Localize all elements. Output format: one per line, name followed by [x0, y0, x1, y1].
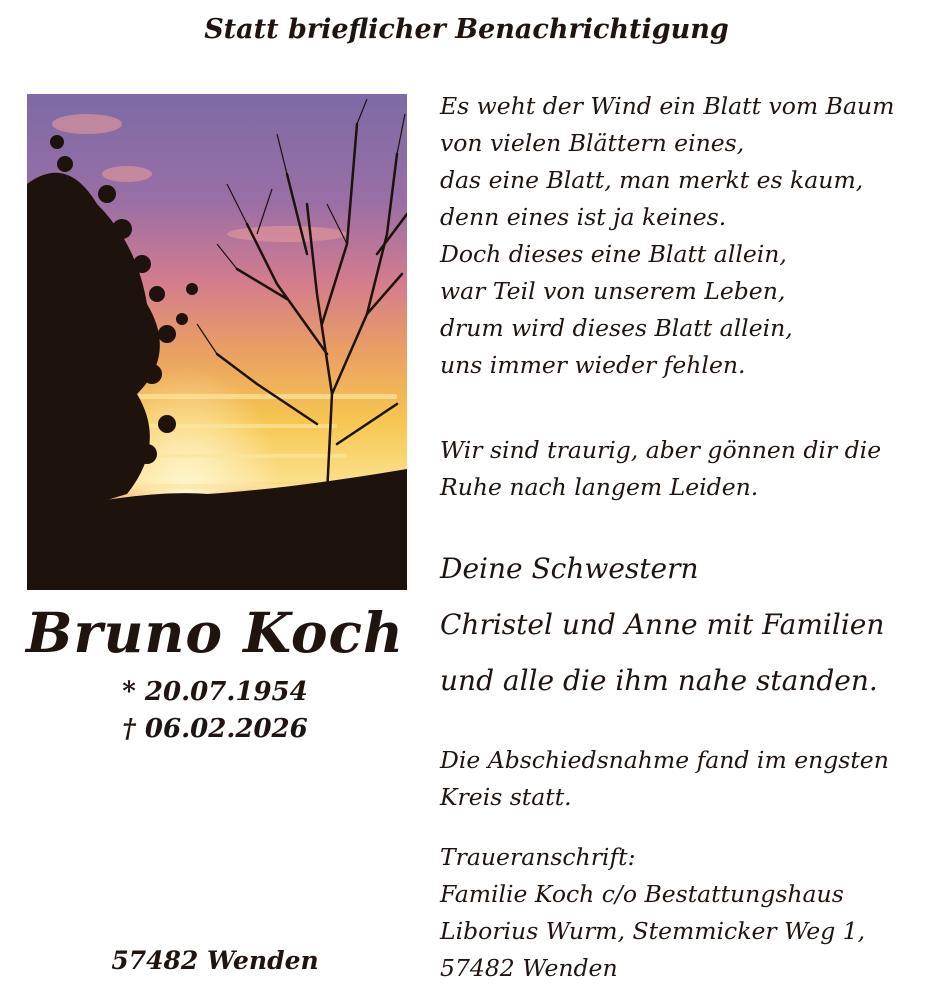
memorial-photo	[27, 94, 407, 590]
mourner-line: Christel und Anne mit Familien	[440, 608, 885, 641]
sunset-image	[27, 94, 407, 590]
poem-line: Es weht der Wind ein Blatt vom Baum	[440, 92, 895, 120]
death-date: † 06.02.2026	[122, 714, 308, 744]
text-line: Die Abschiedsnahme fand im engsten	[440, 746, 889, 774]
address-line: Familie Koch c/o Bestattungshaus	[440, 880, 844, 908]
text-line: Kreis statt.	[440, 783, 572, 811]
deceased-name: Bruno Koch	[25, 600, 405, 665]
life-dates	[20, 674, 410, 748]
text-line: Wir sind traurig, aber gönnen dir die	[440, 436, 882, 464]
mourners	[440, 541, 884, 709]
mourner-line: Deine Schwestern	[440, 552, 699, 585]
poem-line: denn eines ist ja keines.	[440, 203, 727, 231]
poem-line: von vielen Blättern eines,	[440, 129, 745, 157]
poem-line: drum wird dieses Blatt allein,	[440, 314, 793, 342]
deceased-city: 57482 Wenden	[111, 946, 319, 975]
poem-line: das eine Blatt, man merkt es kaum,	[440, 166, 864, 194]
poem-line: war Teil von unserem Leben,	[440, 277, 786, 305]
poem	[440, 88, 894, 384]
poem-line: Doch dieses eine Blatt allein,	[440, 240, 787, 268]
address-line: Liborius Wurm, Stemmicker Weg 1,	[440, 917, 866, 945]
poem-line: uns immer wieder fehlen.	[440, 351, 746, 379]
text-line: Ruhe nach langem Leiden.	[440, 473, 759, 501]
address-line: 57482 Wenden	[440, 954, 618, 982]
sadness-statement	[440, 432, 881, 506]
farewell-note	[440, 742, 889, 816]
mourner-line: und alle die ihm nahe standen.	[440, 664, 878, 697]
birth-date: * 20.07.1954	[122, 677, 308, 707]
mourning-address	[440, 839, 865, 987]
address-label: Traueranschrift:	[440, 843, 636, 871]
notice-header: Statt brieflicher Benachrichtigung	[204, 14, 729, 45]
